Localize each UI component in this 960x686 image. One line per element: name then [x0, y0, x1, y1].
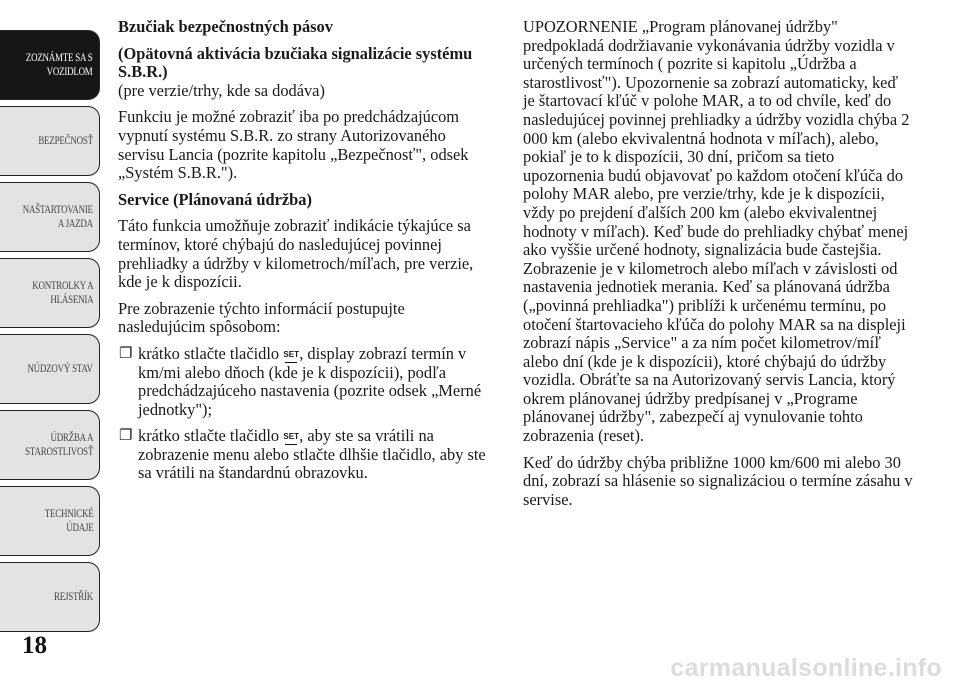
right-column [523, 18, 913, 517]
bullet-text-end: , aby ste sa vrátili na zobrazenie menu alebo stlačte dlhšie tlačidlo, aby ste sa vrátili na štandardnú obrazovku. [138, 426, 486, 483]
set-button-icon: SET [283, 433, 299, 445]
tab-label: NAŠTARTOVANIE A JAZDA [22, 204, 93, 230]
left-column [118, 18, 496, 491]
checkbox-bullet-icon: ❐ [119, 345, 133, 362]
bullet-text-start: krátko stlačte tlačidlo [138, 426, 280, 446]
bullet-text-end: , display zobrazí termín v km/mi alebo dňoch (kde je k dispozícii), podľa predchádzajúceho nastavenia (pozrite odsek „Merné jednotky"); [138, 343, 482, 419]
tab-technicke-udaje[interactable] [0, 486, 100, 556]
tab-label: BEZPEČNOSŤ [38, 135, 93, 147]
section-heading: Bzučiak bezpečnostných pásov [118, 17, 333, 36]
bullet-text-start: krátko stlačte tlačidlo [138, 343, 280, 363]
tab-zoznamte-sa-s-vozidlom[interactable] [0, 30, 100, 100]
tab-label: TECHNICKÉ ÚDAJE [44, 508, 93, 534]
tab-label: NÚDZOVÝ STAV [27, 363, 93, 375]
watermark-text: carmanualsonline.info [670, 654, 942, 682]
tab-nastartovanie-a-jazda[interactable] [0, 182, 100, 252]
tab-label: REJSTŘÍK [54, 591, 93, 603]
final-paragraph: Keď do údržby chýba približne 1000 km/600 mi alebo 30 dní, zobrazí sa hlásenie so signalizáciou o termíne zásahu v servise. [523, 452, 913, 509]
sbr-paragraph: Funkciu je možné zobraziť iba po predchádzajúcom vypnutí systému S.B.R. zo strany Autorizovaného servisu Lancia (pozrite kapitolu „Bezpečnosť", odsek „Systém S.B.R."). [118, 107, 469, 183]
tab-kontrolky-a-hlasenia[interactable] [0, 258, 100, 328]
tab-rejstrik[interactable] [0, 562, 100, 632]
section-subheading: (Opätovná aktivácia bzučiaka signalizácie systému S.B.R.) [118, 43, 473, 82]
tab-label: ÚDRŽBA A STAROSTLIVOSŤ [24, 432, 93, 458]
service-heading: Service (Plánovaná údržba) [118, 189, 312, 209]
tab-udrzba-a-starostlivost[interactable] [0, 410, 100, 480]
tab-label: ZOZNÁMTE SA S VOZIDLOM [26, 52, 93, 78]
tab-nudzovy-stav[interactable] [0, 334, 100, 404]
service-paragraph: Táto funkcia umožňuje zobraziť indikácie týkajúce sa termínov, ktoré chýbajú do nasledujúcej povinnej prehliadky a údržby v kilometroch/míľach, pre verzie, kde je k dispozícii. [118, 216, 474, 292]
page-number: 18 [22, 632, 47, 659]
tab-bezpecnost[interactable] [0, 106, 100, 176]
list-item [118, 427, 496, 483]
set-button-icon: SET [283, 351, 299, 363]
list-item [118, 345, 496, 419]
checkbox-bullet-icon: ❐ [119, 428, 133, 445]
availability-note: (pre verzie/trhy, kde sa dodáva) [118, 80, 325, 100]
warning-paragraph: UPOZORNENIE „Program plánovanej údržby" predpokladá dodržiavanie vykonávania údržby vozidla v určených termínoch ( pozrite si kapitolu „Údržba a starostlivosť"). Upozornenie sa zobrazí automaticky, keď je štartovací kľúč v polohe MAR, a to od chvíle, keď do nasledujúcej povinnej prehliadky a údržby vozidla chýba 2 000 km (alebo ekvivalentná hodnota v míľach), alebo, pokiaľ je to k dispozícii, 30 dní, pričom sa tieto upozornenia budú objavovať po každom otočení kľúča do polohy MAR alebo, pre verzie/trhy, kde je k dispozícii, vždy po prejdení ďalších 200 km (alebo ekvivalentnej hodnoty v míľach). Keď bude do prehliadky chýbať menej ako vyššie určené hodnoty, signalizácia bude častejšia. Zobrazenie je v kilometroch alebo míľach v závislosti od nastavenia jednotiek merania. Keď sa plánovaná údržba („povinná prehliadka") priblíži k určenému termínu, po otočení štartovacieho kľúča do polohy MAR sa na displeji zobrazí nápis „Service" a za ním počet kilometrov/míľ alebo dní (kde je k dispozícii), ktoré chýbajú do údržby vozidla. Obráťte sa na Autorizovaný servis Lancia, ktorý okrem plánovanej údržby predpísanej v „Programe plánovanej údržby", zabezpečí aj vynulovanie tohto zobrazenia (reset). [523, 17, 910, 446]
display-intro: Pre zobrazenie týchto informácií postupujte nasledujúcim spôsobom: [118, 298, 405, 337]
tab-label: KONTROLKY A HLÁSENIA [31, 280, 93, 306]
